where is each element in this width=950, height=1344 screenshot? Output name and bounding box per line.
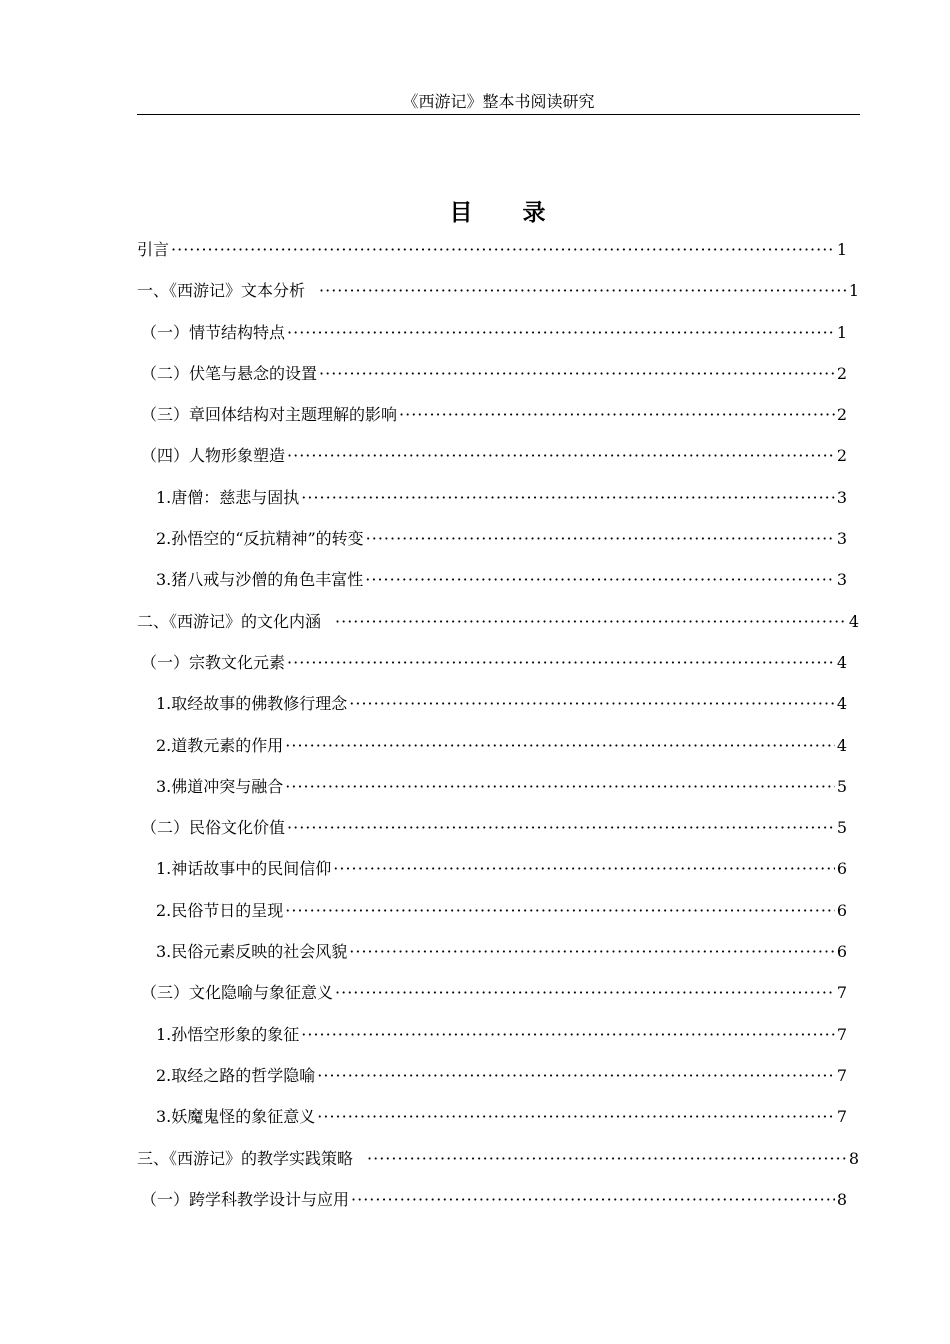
toc-entry-label: （二）伏笔与悬念的设置: [141, 363, 318, 383]
toc-entry[interactable]: [137, 400, 847, 441]
dot-leader: [367, 1144, 847, 1174]
toc-entry-page: 2: [836, 446, 847, 466]
dot-leader: [287, 318, 835, 348]
toc-entry-label: 2.民俗节日的呈现: [156, 900, 284, 920]
toc-entry[interactable]: [137, 648, 847, 689]
toc-entry-label: （一）情节结构特点: [141, 322, 286, 342]
toc-entry[interactable]: [137, 1144, 859, 1185]
toc-entry-label: 2.取经之路的哲学隐喻: [156, 1065, 316, 1085]
toc-entry[interactable]: [137, 359, 847, 400]
toc-entry[interactable]: [137, 483, 847, 524]
toc-entry-page: 8: [848, 1148, 859, 1168]
toc-entry-page: 8: [836, 1189, 847, 1209]
toc-entry-page: 7: [836, 1024, 847, 1044]
dot-leader: [349, 689, 835, 719]
toc-entry[interactable]: [137, 731, 847, 772]
toc-entry-page: 1: [848, 281, 859, 301]
toc-entry[interactable]: [137, 607, 859, 648]
running-header: 《西游记》整本书阅读研究: [402, 92, 595, 111]
toc-entry-label: 二、《西游记》的文化内涵: [137, 611, 322, 631]
toc-entry-page: 3: [836, 529, 847, 549]
toc-entry-label: （三）文化隐喻与象征意义: [141, 983, 334, 1003]
toc-entry-label: 3.佛道冲突与融合: [156, 776, 284, 796]
toc-entry[interactable]: [137, 689, 847, 730]
toc-entry[interactable]: [137, 1185, 847, 1226]
toc-entry-page: 2: [836, 363, 847, 383]
toc-entry-page: 2: [836, 405, 847, 425]
dot-leader: [365, 565, 835, 595]
toc-entry-label: （一）宗教文化元素: [141, 652, 286, 672]
toc-entry-label: 1.孙悟空形象的象征: [156, 1024, 300, 1044]
toc-entry-page: 4: [836, 735, 847, 755]
toc-entry[interactable]: [137, 896, 847, 937]
toc-entry-page: 7: [836, 983, 847, 1003]
dot-leader: [351, 1185, 835, 1215]
toc-entry-page: 1: [836, 322, 847, 342]
toc-entry-label: （一）跨学科教学设计与应用: [141, 1189, 350, 1209]
dot-leader: [301, 483, 835, 513]
toc-title-part2: 录: [522, 200, 548, 226]
dot-leader: [333, 854, 835, 884]
toc-entry-page: 3: [836, 487, 847, 507]
toc-entry[interactable]: [137, 813, 847, 854]
dot-leader: [366, 524, 835, 554]
toc-title: [137, 196, 860, 230]
toc-entry-label: （二）民俗文化价值: [141, 818, 286, 838]
table-of-contents: [137, 235, 859, 1226]
toc-entry-label: 引言: [137, 240, 170, 259]
dot-leader: [335, 607, 847, 637]
toc-entry-page: 3: [836, 570, 847, 590]
toc-entry-label: 1.神话故事中的民间信仰: [156, 859, 332, 879]
toc-entry-page: 6: [836, 942, 847, 962]
dot-leader: [287, 441, 835, 471]
toc-entry[interactable]: [137, 978, 847, 1019]
toc-entry-page: 5: [836, 776, 847, 796]
dot-leader: [171, 235, 835, 265]
toc-entry-page: 6: [836, 859, 847, 879]
dot-leader: [287, 813, 835, 843]
dot-leader: [319, 276, 847, 306]
toc-entry[interactable]: [137, 1061, 847, 1102]
dot-leader: [319, 359, 835, 389]
toc-entry-label: （三）章回体结构对主题理解的影响: [141, 405, 398, 425]
toc-entry-page: 5: [836, 818, 847, 838]
dot-leader: [317, 1102, 835, 1132]
dot-leader: [317, 1061, 835, 1091]
toc-entry[interactable]: [137, 1020, 847, 1061]
toc-entry-label: 3.民俗元素反映的社会风貌: [156, 942, 348, 962]
toc-entry-page: 1: [836, 240, 847, 259]
toc-entry-page: 7: [836, 1065, 847, 1085]
toc-entry-label: 3.猪八戒与沙僧的角色丰富性: [156, 570, 364, 590]
dot-leader: [285, 896, 835, 926]
toc-entry-page: 4: [848, 611, 859, 631]
toc-entry-label: 3.妖魔鬼怪的象征意义: [156, 1107, 316, 1127]
toc-entry[interactable]: [137, 318, 847, 359]
dot-leader: [335, 978, 835, 1008]
dot-leader: [287, 648, 835, 678]
dot-leader: [349, 937, 835, 967]
toc-entry[interactable]: [137, 441, 847, 482]
toc-entry[interactable]: [137, 276, 859, 317]
toc-entry[interactable]: [137, 937, 847, 978]
toc-entry-label: 2.道教元素的作用: [156, 735, 284, 755]
dot-leader: [399, 400, 835, 430]
header-rule: [137, 114, 860, 115]
toc-entry[interactable]: [137, 1102, 847, 1143]
dot-leader: [285, 772, 835, 802]
toc-entry[interactable]: [137, 772, 847, 813]
toc-entry-label: 2.孙悟空的“反抗精神”的转变: [156, 529, 364, 549]
toc-entry-label: 三、《西游记》的教学实践策略: [137, 1148, 354, 1168]
toc-title-part1: 目: [449, 200, 475, 226]
toc-entry[interactable]: [137, 854, 847, 895]
toc-entry-label: 1.唐僧：慈悲与固执: [156, 487, 300, 507]
toc-entry[interactable]: [137, 565, 847, 606]
toc-entry-label: （四）人物形象塑造: [141, 446, 286, 466]
toc-entry-page: 7: [836, 1107, 847, 1127]
toc-entry-page: 6: [836, 900, 847, 920]
dot-leader: [285, 731, 835, 761]
toc-entry-label: 一、《西游记》文本分析: [137, 281, 306, 301]
toc-entry-page: 4: [836, 694, 847, 714]
toc-entry-label: 1.取经故事的佛教修行理念: [156, 694, 348, 714]
toc-entry[interactable]: [137, 235, 847, 276]
toc-entry[interactable]: [137, 524, 847, 565]
dot-leader: [301, 1020, 835, 1050]
toc-entry-page: 4: [836, 652, 847, 672]
